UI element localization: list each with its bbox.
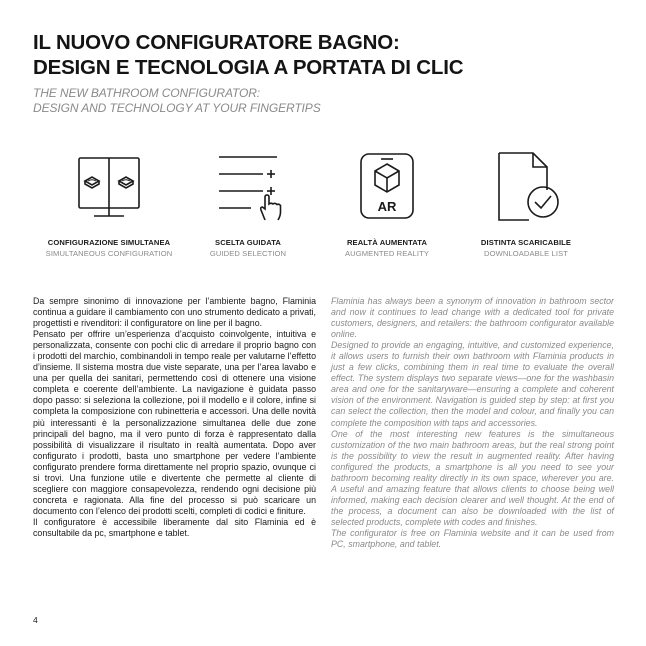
paragraph: Flaminia has always been a synonym of innovation in bathroom sector and now it continues to lead change with a dedicated tool for private customers, designers, and retailers: the bathroom configurator available online. bbox=[331, 296, 614, 340]
page-number: 4 bbox=[33, 615, 38, 625]
feature-guided-selection bbox=[173, 150, 323, 258]
feature-label: DISTINTA SCARICABILE bbox=[480, 238, 572, 247]
feature-augmented-reality bbox=[312, 150, 462, 258]
paragraph: The configurator is free on Flaminia website and it can be used from PC, smartphone, and tablet. bbox=[331, 527, 614, 550]
paragraph: Pensato per offrire un’esperienza d’acquisto coinvolgente, intuitiva e personalizzata, consente con pochi clic di arredare il proprio bagno con i prodotti del marchio, combinandoli in tempo reale per valutarne l’effetto d’insieme. Il sistema mostra due viste separate, una per l’area lavabo e una per quella dei sanitari, permettendo così di ottenere una visione completa e coerente dell’ambiente. La navigazione è guidata passo dopo passo: si seleziona la collezione, poi il modello e il colore, infine si completa la composizione con rubinetteria e accessori. Una delle novità più interessanti è la personalizzazione simultanea delle due zone principali del bagno, ma il vero punto di forza è rappresentato dalla possibilità di visualizzare il risultato in realtà aumentata. Dopo aver configurato i prodotti, basta uno smartphone per vedere l’ambiente configurato prendere forma direttamente nel proprio spazio, ovunque ci si trovi. Una funzione utile e divertente che permette al cliente di scegliere con maggiore consapevolezza, rendendo ogni decisione più concreta e ragionata. Alla fine del processo si può scaricare un documento con l’elenco dei prodotti scelti, completi di codici e finiture. bbox=[33, 329, 316, 516]
feature-row bbox=[0, 150, 646, 275]
feature-sublabel: DOWNLOADABLE LIST bbox=[484, 249, 568, 258]
paragraph: Da sempre sinonimo di innovazione per l’ambiente bagno, Flaminia continua a guidare il cambiamento con uno strumento dedicato a privati, progettisti e rivenditori: il configuratore on line per il bagno. bbox=[33, 296, 316, 329]
feature-sublabel: GUIDED SELECTION bbox=[209, 249, 287, 258]
augmented-reality-icon bbox=[357, 150, 417, 222]
subtitle-line-2: DESIGN AND TECHNOLOGY AT YOUR FINGERTIPS bbox=[33, 100, 321, 115]
downloadable-list-icon bbox=[489, 150, 563, 222]
paragraph: Designed to provide an engaging, intuitive, and customized experience, it allows users to furnish their own bathroom with Flaminia products in just a few clicks, combining them in real time to evaluate the overall effect. The system displays two separate views—one for the washbasin area and one for the sanitaryware—ensuring a complete and coherent vision of the environment. Navigation is guided step by step: at first you can select the collection, then the model and colour, and finally you can complete the composition with taps and accessories. bbox=[331, 340, 614, 428]
feature-label: SCELTA GUIDATA bbox=[215, 238, 281, 247]
italian-body-text bbox=[33, 296, 316, 539]
feature-label: CONFIGURAZIONE SIMULTANEA bbox=[47, 238, 171, 247]
feature-sublabel: SIMULTANEOUS CONFIGURATION bbox=[45, 249, 173, 258]
dual-monitor-icon bbox=[76, 150, 142, 222]
feature-simultaneous-configuration bbox=[34, 150, 184, 258]
feature-downloadable-list bbox=[451, 150, 601, 258]
guided-selection-icon bbox=[211, 150, 285, 222]
english-body-text bbox=[331, 296, 614, 550]
ar-icon-text: AR bbox=[377, 199, 397, 214]
feature-sublabel: AUGMENTED REALITY bbox=[345, 249, 429, 258]
subtitle-line-1: THE NEW BATHROOM CONFIGURATOR: bbox=[33, 86, 260, 100]
title-line-2: DESIGN E TECNOLOGIA A PORTATA DI CLIC bbox=[33, 56, 464, 79]
page-subtitle bbox=[33, 86, 623, 115]
paragraph: Il configuratore è accessibile liberamente dal sito Flaminia ed è consultabile da pc, smartphone e tablet. bbox=[33, 516, 316, 538]
feature-label: REALTÀ AUMENTATA bbox=[346, 238, 428, 247]
paragraph: One of the most interesting new features is the simultaneous customization of the two main bathroom areas, but the real strong point is the possibility to view the result in augmented reality. After having configured the products, a smartphone is all you need to see your bathroom becoming reality directly in its own space, wherever you are. A useful and amazing feature that allows clients to choose being well informed, making each decision clearer and well thought. At the end of the process, a document can also be downloaded with the list of selected products, complete with codes and finishes. bbox=[331, 428, 614, 527]
title-line-1: IL NUOVO CONFIGURATORE BAGNO: bbox=[33, 31, 400, 54]
page-title bbox=[33, 30, 623, 80]
